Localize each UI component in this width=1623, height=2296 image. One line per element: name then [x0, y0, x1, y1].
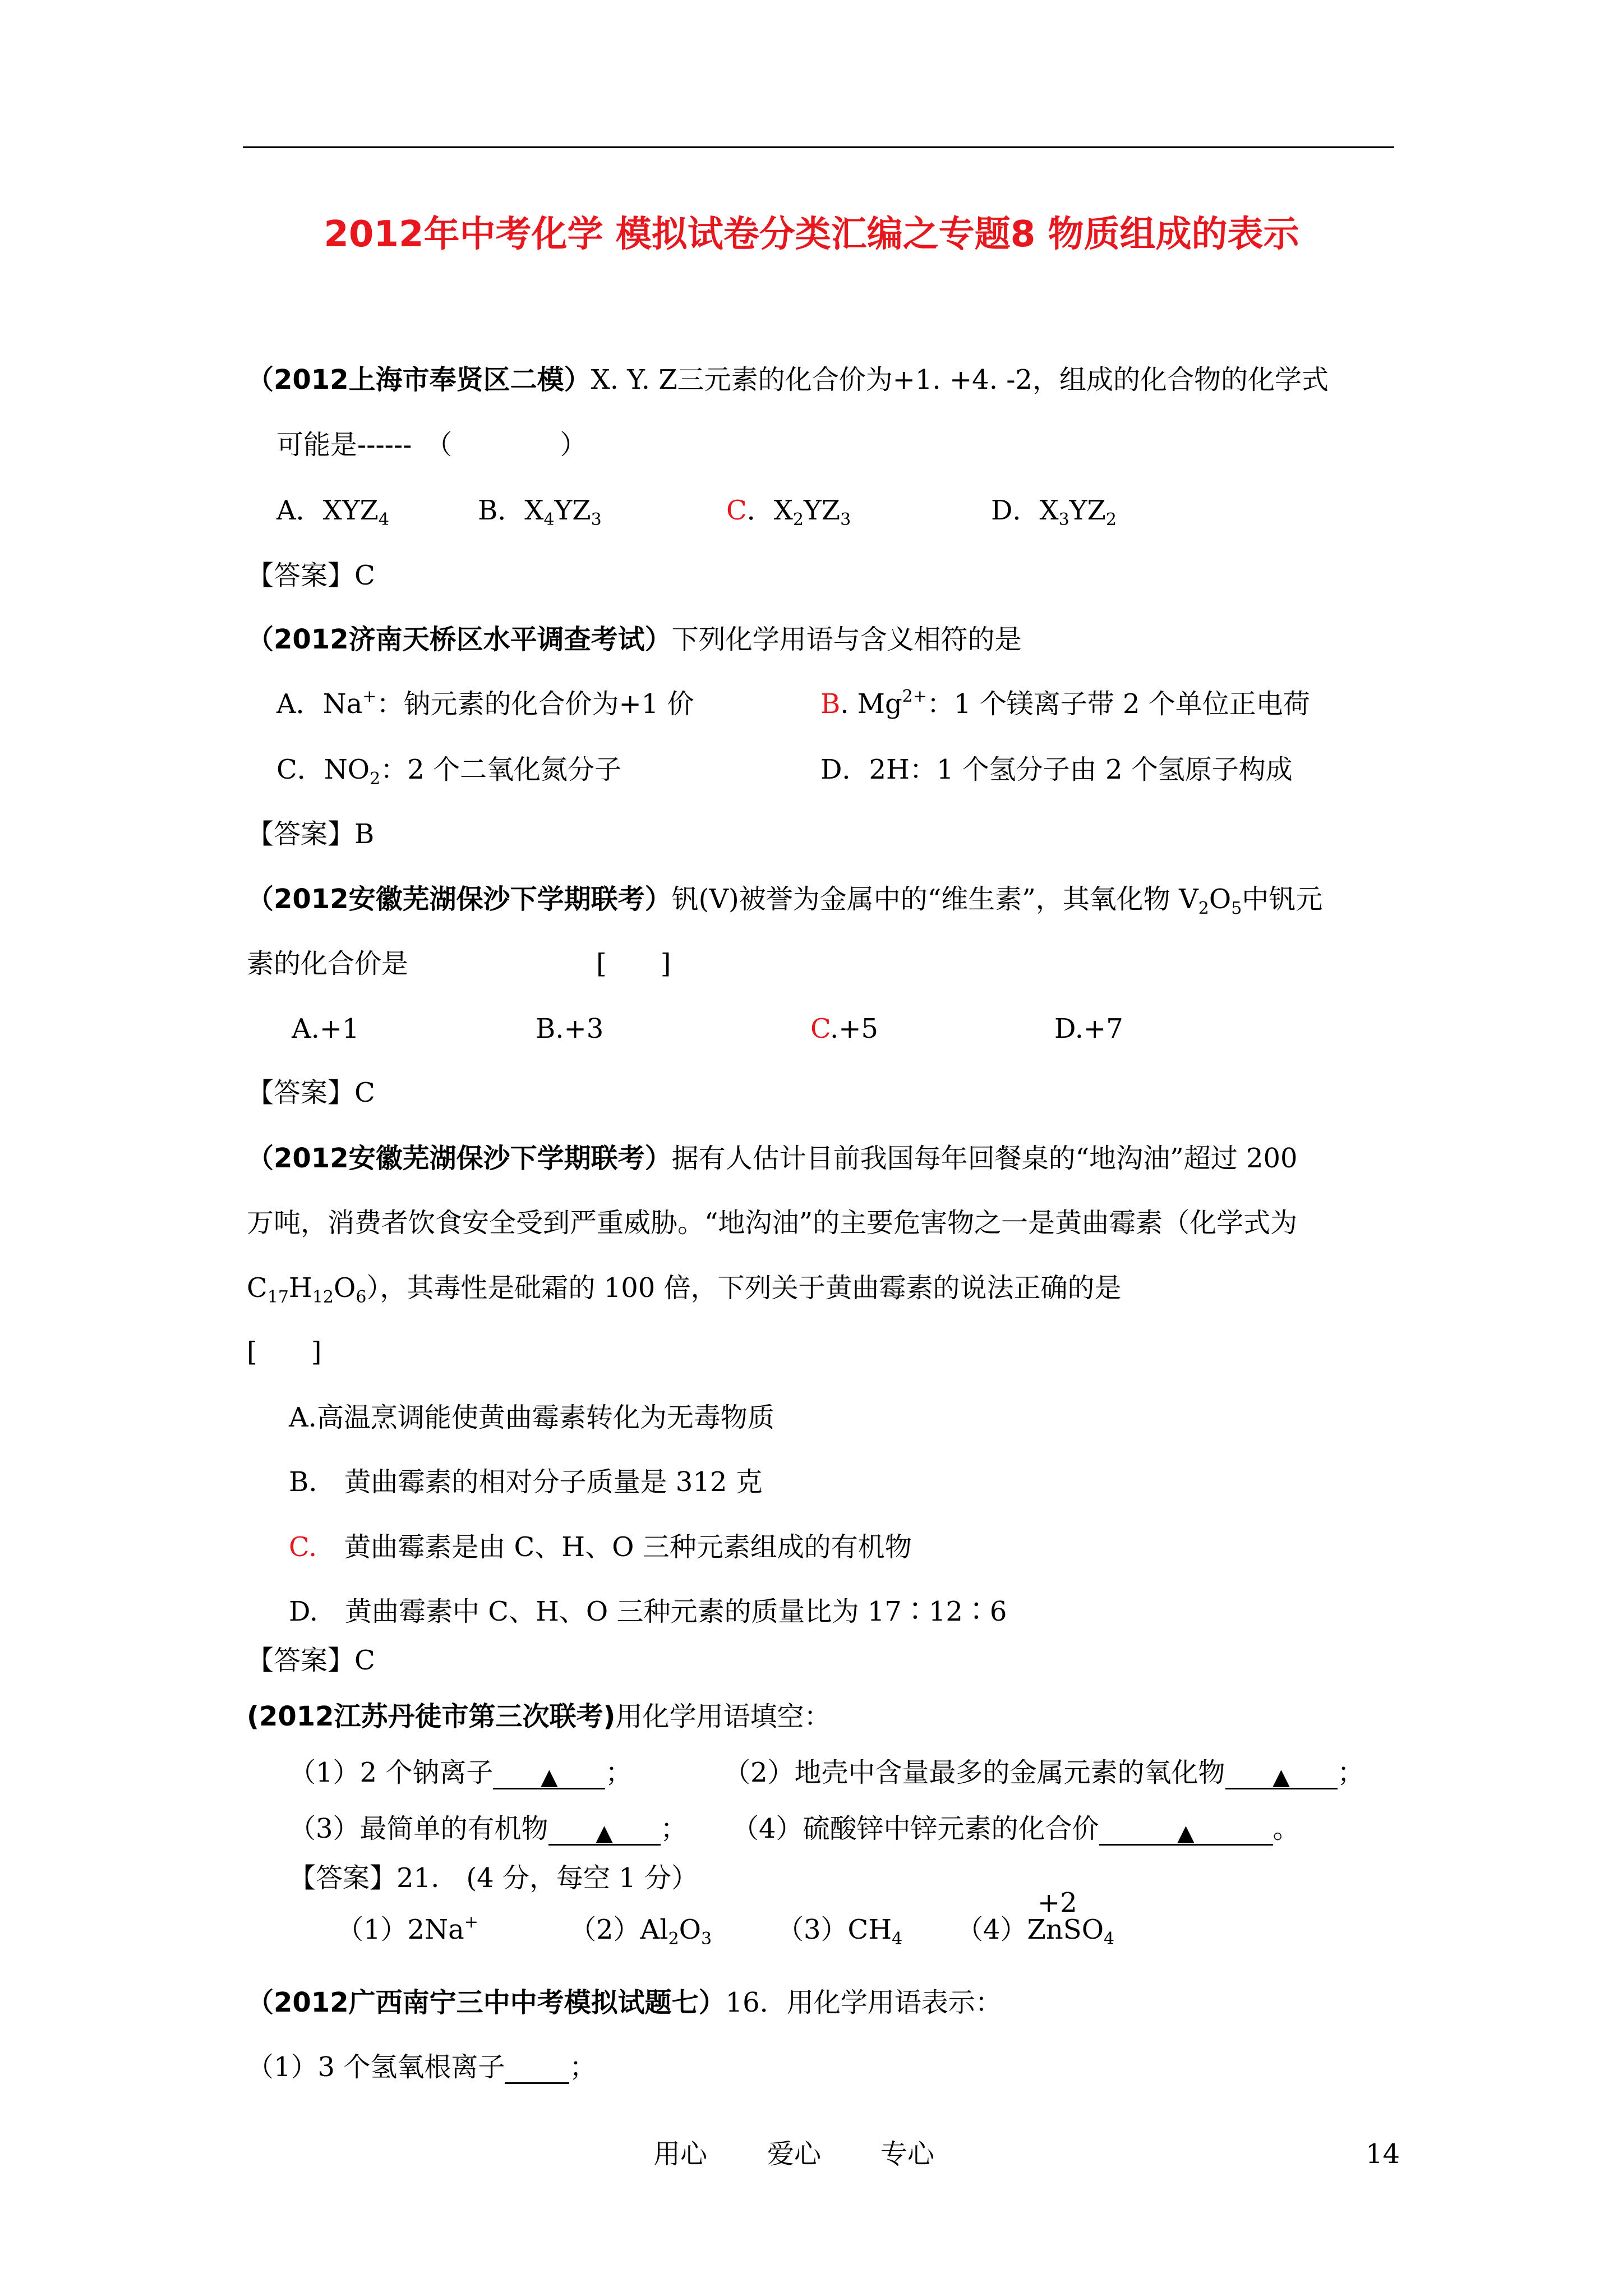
question-3-stem-b: 素的化合价是 [247, 948, 409, 979]
blank-4: ▲ [1099, 1815, 1273, 1846]
page-number: 14 [1366, 2138, 1400, 2170]
answer-5-1: （1）2Na+ [336, 1912, 478, 1945]
question-4-stem-c: $C_{17}H_{12}O_6$），其毒性是砒霜的 100 倍，下列关于黄曲霉素的说法正确的是 [247, 1272, 1122, 1307]
question-5-item-3: （3）最简单的有机物 ▲ ； [289, 1813, 688, 1846]
question-3-source: （2012安徽芜湖保沙下学期联考） [247, 884, 672, 915]
question-4-option-a: A.高温烹调能使黄曲霉素转化为无毒物质 [289, 1402, 774, 1433]
valence-mark: +2 [1038, 1887, 1077, 1918]
answer-5-2: $(2)Al_2O_3$ [569, 1914, 712, 1949]
question-1-option-b: B．$X_4YZ_3$ [478, 495, 602, 530]
question-5-item-2: （2）地壳中含量最多的金属元素的氧化物 ▲ ； [723, 1757, 1364, 1790]
blank-3: ▲ [548, 1815, 661, 1846]
question-1-answer: 【答案】C [247, 560, 375, 591]
question-5-item-4: （4）硫酸锌中锌元素的化合价 ▲ 。 [732, 1813, 1300, 1846]
question-1-line-1 [247, 363, 1329, 397]
question-2-option-c: C．$NO_2$：2 个二氧化氮分子 [276, 754, 621, 789]
question-4-option-d: D. 黄曲霉素中 C、H、O 三种元素的质量比为 17∶12∶6 [289, 1596, 1007, 1627]
answer-5-3: $(3)CH_4$ [777, 1914, 903, 1949]
question-2-option-a: A．Na+：钠元素的化合价为+1 价 [276, 687, 694, 720]
footer-motto-1: 用心 [653, 2138, 708, 2170]
question-4-line-1: （2012安徽芜湖保沙下学期联考）据有人估计目前我国每年回餐桌的“地沟油”超过 200 [247, 1143, 1298, 1174]
question-4-option-c: C. 黄曲霉素是由 C、H、O 三种元素组成的有机物 [289, 1531, 912, 1563]
page-title: 2012年中考化学 模拟试卷分类汇编之专题8 物质组成的表示 [324, 214, 1299, 255]
question-6-item-1: （1）3 个氢氧根离子 ； [247, 2051, 597, 2083]
question-2-option-d: D．2H：1 个氢分子由 2 个氢原子构成 [820, 754, 1293, 785]
question-3-option-d: D.+7 [1054, 1013, 1123, 1045]
footer-motto-2: 爱心 [767, 2138, 822, 2170]
question-4-answer: 【答案】C [247, 1645, 375, 1676]
question-1-stem-b: 可能是------ （ ） [276, 429, 587, 461]
question-4-source: （2012安徽芜湖保沙下学期联考） [247, 1143, 672, 1174]
question-4-bracket: [ ] [247, 1336, 322, 1368]
question-2-answer: 【答案】B [247, 818, 375, 850]
question-3-line-1: （2012安徽芜湖保沙下学期联考）钒(V)被誉为金属中的“维生素”，其氧化物 $V_2O_5$中钒元 [247, 884, 1323, 918]
question-3-option-a: A.+1 [292, 1013, 359, 1045]
blank-1: ▲ [493, 1759, 605, 1789]
question-3-option-b: B.+3 [536, 1013, 604, 1045]
question-4-option-b: B. 黄曲霉素的相对分子质量是 312 克 [289, 1466, 763, 1498]
header-rule [243, 146, 1394, 148]
answer-5-4: （4）ZnSO$_4$ [956, 1914, 1115, 1949]
question-5-source: (2012江苏丹徒市第三次联考) [247, 1701, 616, 1732]
question-6-line-1: （2012广西南宁三中中考模拟试题七）16．用化学用语表示： [247, 1987, 1002, 2018]
question-1-option-d: D．$X_3YZ_2$ [991, 495, 1117, 530]
question-1-option-a: A．$XYZ_4$ [276, 495, 389, 530]
question-5-line-1: (2012江苏丹徒市第三次联考)用化学用语填空： [247, 1701, 831, 1732]
question-3-option-c: C.+5 [810, 1013, 879, 1045]
blank-2: ▲ [1225, 1759, 1338, 1789]
footer-motto-3: 专心 [880, 2138, 935, 2170]
question-1-source: （2012上海市奉贤区二模） [247, 364, 591, 395]
blank-6-1 [505, 2053, 569, 2084]
question-4-stem-b: 万吨，消费者饮食安全受到严重威胁。“地沟油”的主要危害物之一是黄曲霉素（化学式为 [247, 1207, 1298, 1239]
question-2-option-b: B. $Mg^{2+}$：1 个镁离子带 2 个单位正电荷 [820, 687, 1310, 720]
question-1-stem-a: X. Y. Z三元素的化合价为+1. +4. -2，组成的化合物的化学式 [591, 364, 1329, 395]
question-3-bracket: [ ] [596, 948, 671, 979]
question-1-option-c: C．$X_2YZ_3$ [726, 495, 851, 530]
question-2-line-1 [247, 623, 1022, 656]
question-2-stem: 下列化学用语与含义相符的是 [671, 624, 1022, 655]
question-5-answer: 【答案】21. (4 分，每空 1 分） [289, 1862, 698, 1894]
question-3-answer: 【答案】C [247, 1077, 375, 1108]
question-2-source: （2012济南天桥区水平调查考试） [247, 624, 672, 655]
question-5-item-1: （1）2 个钠离子 ▲ ； [289, 1757, 633, 1790]
question-6-source: （2012广西南宁三中中考模拟试题七） [247, 1987, 726, 2018]
